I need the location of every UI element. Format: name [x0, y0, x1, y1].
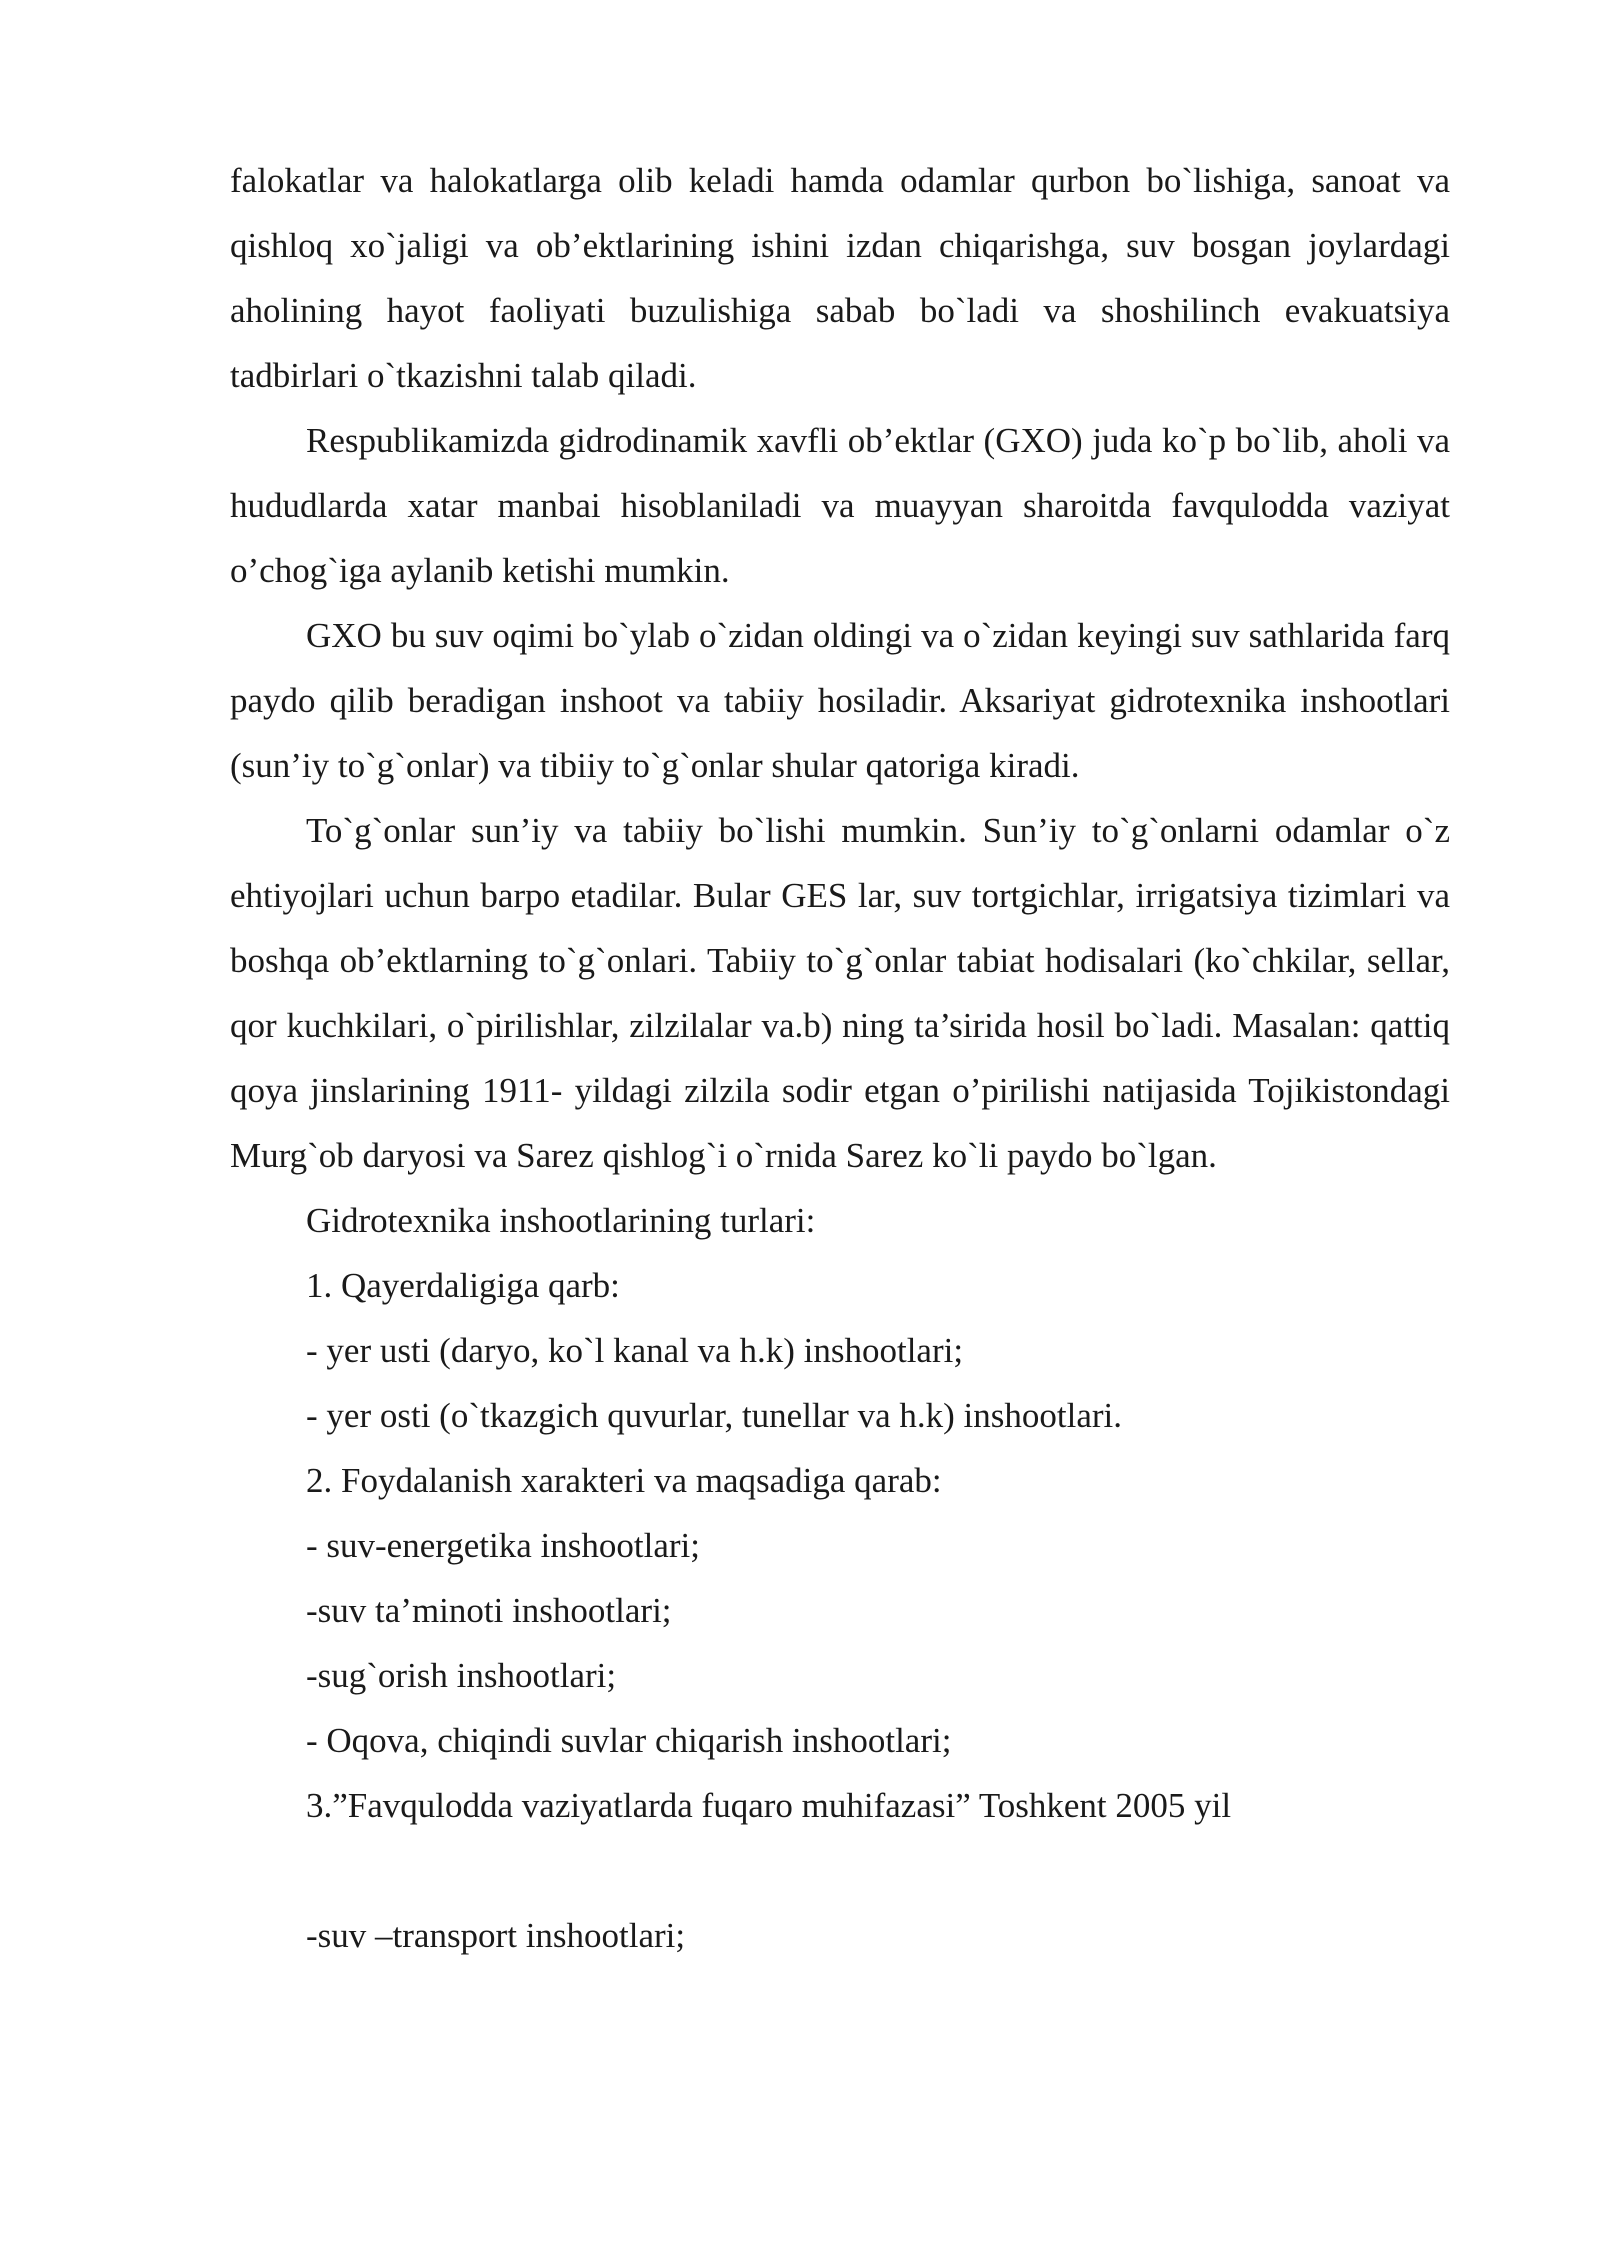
citation-line: 3.”Favqulodda vaziyatlarda fuqaro muhifazasi” Toshkent 2005 yil	[306, 1786, 1232, 1825]
paragraph-3: GXO bu suv oqimi bo`ylab o`zidan oldingi va o`zidan keyingi suv sathlarida farq paydo qilib beradigan inshoot va tabiiy hosiladir. Aksariyat gidrotexnika inshootlari (sun’iy to`g`onlar) va tibiiy to`g`onlar shular qatoriga kiradi.	[230, 616, 1450, 785]
list-item: - yer usti (daryo, ko`l kanal va h.k) inshootlari;	[306, 1331, 964, 1370]
paragraph-1: falokatlar va halokatlarga olib keladi hamda odamlar qurbon bo`lishiga, sanoat va qishloq xo`jaligi va ob’ektlarining ishini izdan chiqarishga, suv bosgan joylardagi aholining hayot faoliyati buzulishiga sabab bo`ladi va shoshilinch evakuatsiya tadbirlari o`tkazishni talab qiladi.	[230, 161, 1450, 395]
list-item: - Oqova, chiqindi suvlar chiqarish inshootlari;	[306, 1721, 952, 1760]
list-item: -suv ta’minoti inshootlari;	[306, 1591, 672, 1630]
list-heading: Gidrotexnika inshootlarining turlari:	[306, 1201, 816, 1240]
list-item: -suv –transport inshootlari;	[306, 1916, 686, 1955]
list-item: - suv-energetika inshootlari;	[306, 1526, 700, 1565]
list-item: 1. Qayerdaligiga qarb:	[306, 1266, 620, 1305]
list-item: -sug`orish inshootlari;	[306, 1656, 617, 1695]
paragraph-2: Respublikamizda gidrodinamik xavfli ob’ektlar (GXO) juda ko`p bo`lib, aholi va hududlarda xatar manbai hisoblaniladi va muayyan sharoitda favqulodda vaziyat o’chog`iga aylanib ketishi mumkin.	[230, 421, 1450, 590]
document-page	[230, 148, 1450, 1968]
list-item: 2. Foydalanish xarakteri va maqsadiga qarab:	[306, 1461, 942, 1500]
blank-line	[230, 1838, 1450, 1903]
list-item: - yer osti (o`tkazgich quvurlar, tunellar va h.k) inshootlari.	[306, 1396, 1122, 1435]
paragraph-4: To`g`onlar sun’iy va tabiiy bo`lishi mumkin. Sun’iy to`g`onlarni odamlar o`z ehtiyojlari uchun barpo etadilar. Bular GES lar, suv tortgichlar, irrigatsiya tizimlari va boshqa ob’ektlarning to`g`onlari. Tabiiy to`g`onlar tabiat hodisalari (ko`chkilar, sellar, qor kuchkilari, o`pirilishlar, zilzilalar va.b) ning ta’sirida hosil bo`ladi. Masalan: qattiq qoya jinslarining 1911- yildagi zilzila sodir etgan o’pirilishi natijasida Tojikistondagi Murg`ob daryosi va Sarez qishlog`i o`rnida Sarez ko`li paydo bo`lgan.	[230, 811, 1450, 1175]
